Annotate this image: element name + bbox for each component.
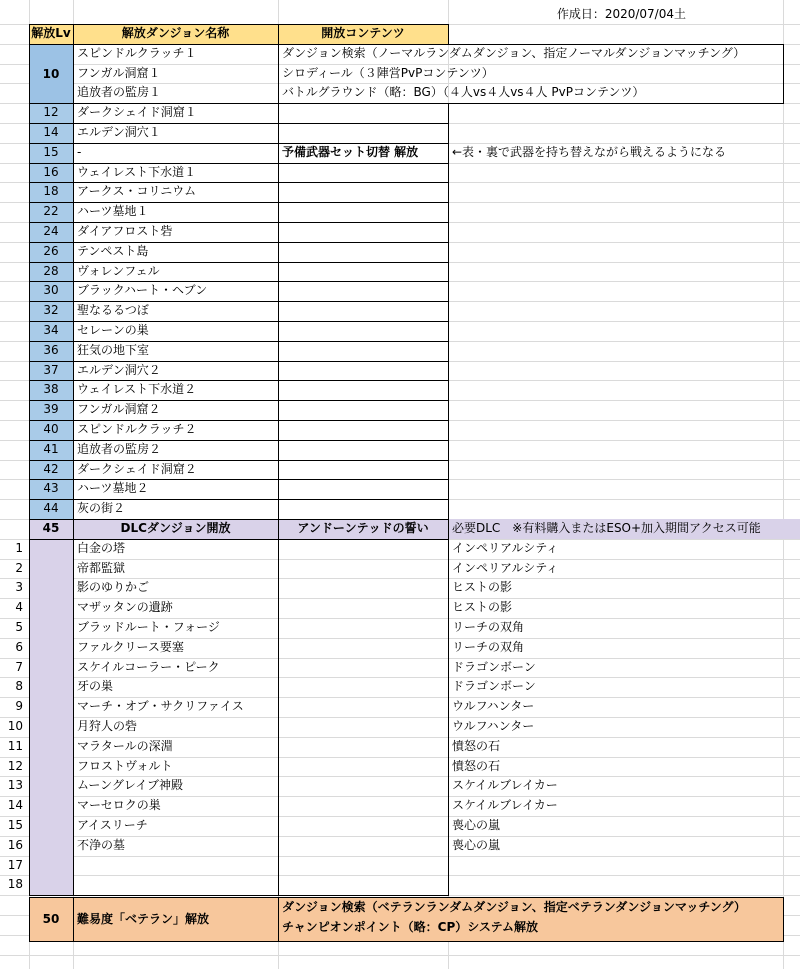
dlc-row-dungeon: マザッタンの遺跡	[77, 600, 173, 614]
content-cell-border	[278, 400, 449, 421]
dlc-row-number: 14	[7, 798, 23, 812]
lv10-content: バトルグラウンド（略：BG）（４人vs４人vs４人 PvPコンテンツ）	[282, 85, 645, 99]
table-row-dungeon: ハーツ墓地２	[77, 481, 149, 495]
dlc-row-number: 2	[15, 561, 23, 575]
dlc-row-dungeon	[77, 874, 276, 894]
dlc-row-dungeon: フロストヴォルト	[77, 759, 173, 773]
table-row-lv: 28	[43, 264, 59, 278]
table-row-lv: 41	[43, 442, 59, 456]
content-cell-border	[278, 182, 449, 203]
table-row-dungeon: ヴォレンフェル	[77, 264, 160, 278]
table-row-dungeon: スピンドルクラッチ２	[77, 422, 197, 436]
dlc-row-dungeon: アイスリーチ	[77, 818, 148, 832]
content-cell-border	[278, 499, 449, 520]
dlc-note: 必要DLC ※有料購入またはESO+加入期間アクセス可能	[452, 521, 761, 535]
table-row-dungeon: 灰の街２	[77, 501, 126, 515]
content-cell-border	[278, 460, 449, 480]
dlc-row-required: インペリアルシティ	[452, 541, 559, 555]
content-cell-border	[278, 321, 449, 342]
content-cell-border	[278, 262, 449, 282]
dlc-row-required	[452, 855, 787, 875]
dlc-row-dungeon: 影のゆりかご	[77, 580, 150, 594]
dlc-row-number: 10	[7, 719, 23, 733]
lv50-content: チャンピオンポイント（略：CP）システム解放	[282, 920, 539, 934]
table-row-dungeon: フンガル洞窟２	[77, 402, 161, 416]
content-cell-border	[278, 301, 449, 322]
table-row-lv: 32	[43, 303, 59, 317]
dlc-row-dungeon	[77, 855, 276, 875]
dlc-row-dungeon: 帝都監獄	[77, 561, 126, 575]
table-row-lv: 16	[43, 165, 59, 179]
table-row-dungeon: ハーツ墓地１	[77, 204, 149, 218]
table-row-lv: 37	[43, 363, 59, 377]
dlc-row-required: ヒストの影	[452, 600, 513, 614]
content-cell-border	[278, 242, 449, 263]
dlc-row-dungeon: ブラッドルート・フォージ	[77, 620, 220, 634]
table-row-dungeon: 狂気の地下室	[77, 343, 150, 357]
table-row-dungeon: ダークシェイド洞窟２	[77, 462, 197, 476]
dlc-row-number: 12	[7, 759, 23, 773]
created-date: 作成日：2020/07/04土	[556, 7, 686, 21]
table-row-dungeon: ブラックハート・ヘブン	[77, 283, 208, 297]
dlc-header: DLCダンジョン開放	[120, 521, 231, 535]
dlc-row-required: ドラゴンボーン	[452, 679, 536, 693]
dlc-row-required: ヒストの影	[452, 580, 513, 594]
table-row-lv: 22	[43, 204, 59, 218]
table-row-lv: 18	[43, 184, 59, 198]
dlc-row-dungeon: マーチ・オブ・サクリファイス	[77, 699, 244, 713]
content-cell-border	[278, 380, 449, 401]
dlc-row-required	[452, 874, 787, 894]
table-row-dungeon: テンペスト島	[77, 244, 149, 258]
table-row-lv: 39	[43, 402, 59, 416]
dlc-row-number: 8	[15, 679, 23, 693]
table-row-lv: 26	[43, 244, 59, 258]
dlc-row-required: スケイルブレイカー	[452, 778, 558, 792]
table-row-lv: 36	[43, 343, 59, 357]
gridline-horizontal	[0, 895, 800, 896]
lv10-dungeon-name: 追放者の監房１	[77, 85, 162, 99]
dlc-row-number: 18	[7, 877, 23, 891]
dlc-row-number: 4	[15, 600, 23, 614]
content-cell-border	[278, 202, 449, 223]
table-row-lv: 24	[43, 224, 59, 238]
table-row-lv: 12	[43, 105, 59, 119]
lv50-level: 50	[42, 912, 60, 926]
dlc-row-dungeon: マラタールの深淵	[77, 739, 173, 753]
dlc-row-number: 13	[7, 778, 23, 792]
dlc-row-number: 16	[7, 838, 23, 852]
gridline-horizontal	[0, 955, 800, 956]
table-row-lv: 15	[43, 145, 59, 159]
lv50-label: 難易度「ベテラン」解放	[77, 912, 210, 926]
table-row-dungeon: ウェイレスト下水道１	[77, 165, 197, 179]
table-row-lv: 43	[43, 481, 59, 495]
table-row-lv: 14	[43, 125, 59, 139]
dlc-row-number: 17	[7, 858, 23, 872]
lv10-dungeon-name: フンガル洞窟１	[77, 66, 161, 80]
dlc-row-required: ウルフハンター	[452, 699, 535, 713]
lv10-dungeon-name: スピンドルクラッチ１	[77, 46, 197, 60]
dlc-row-dungeon: ファルクリース要塞	[77, 640, 184, 654]
dlc-row-dungeon: スケイルコーラー・ピーク	[77, 660, 220, 674]
table-row-dungeon: 聖なるるつぼ	[77, 303, 149, 317]
dlc-row-number: 3	[15, 580, 23, 594]
gridline-vertical	[73, 0, 74, 969]
dlc-row-required: リーチの双角	[452, 640, 525, 654]
table-row-lv: 42	[43, 462, 59, 476]
lv45-level: 45	[42, 521, 60, 535]
dlc-row-dungeon: 不浄の墓	[77, 838, 126, 852]
weapon-swap-content: 予備武器セット切替 解放	[282, 145, 419, 159]
lv10-level: 10	[42, 67, 60, 81]
dlc-row-dungeon: 牙の巣	[77, 679, 114, 693]
table-row-lv: 44	[43, 501, 59, 515]
dlc-row-required: スケイルブレイカー	[452, 798, 558, 812]
table-row-dungeon: エルデン洞穴１	[77, 125, 161, 139]
table-row-dungeon: ダークシェイド洞窟１	[77, 105, 197, 119]
table-row-lv: 34	[43, 323, 59, 337]
header-dungeon: 解放ダンジョン名称	[121, 26, 230, 40]
table-row-lv: 30	[43, 283, 59, 297]
dlc-row-dungeon: 月狩人の砦	[77, 719, 138, 733]
dlc-row-number: 11	[7, 739, 23, 753]
dlc-row-dungeon: マーセロクの巣	[77, 798, 161, 812]
dlc-row-required: 憤怒の石	[452, 759, 501, 773]
table-row-dungeon: 追放者の監房２	[77, 442, 162, 456]
dlc-row-number: 15	[7, 818, 23, 832]
table-row-dungeon: アークス・コリニウム	[77, 184, 197, 198]
dlc-row-dungeon: ムーングレイブ神殿	[77, 778, 183, 792]
content-cell-border	[278, 281, 449, 302]
content-cell-border	[278, 440, 449, 461]
lv10-content: ダンジョン検索（ノーマルランダムダンジョン、指定ノーマルダンジョンマッチング）	[282, 46, 746, 60]
dlc-row-required: ドラゴンボーン	[452, 660, 536, 674]
dlc-row-number: 6	[15, 640, 23, 654]
table-row-dungeon: エルデン洞穴２	[77, 363, 161, 377]
lv10-content: シロディール（３陣営PvPコンテンツ）	[282, 66, 494, 80]
table-row-lv: 38	[43, 382, 59, 396]
dlc-row-number: 9	[15, 699, 23, 713]
dlc-row-required: インペリアルシティ	[452, 561, 559, 575]
table-row-dungeon: ウェイレスト下水道２	[77, 382, 197, 396]
content-cell-border	[278, 222, 449, 243]
lv50-content: ダンジョン検索（ベテランランダムダンジョン、指定ベテランダンジョンマッチング）	[282, 900, 746, 914]
content-cell-border	[278, 420, 449, 441]
dlc-row-dungeon: 白金の塔	[77, 541, 126, 555]
dlc-row-number: 7	[15, 660, 23, 674]
dlc-row-required: 喪心の嵐	[452, 818, 501, 832]
content-cell-border	[278, 479, 449, 500]
dlc-lv-column-fill	[29, 539, 73, 895]
header-content: 開放コンテンツ	[321, 26, 405, 40]
table-row-lv: 40	[43, 422, 59, 436]
dlc-row-required: 憤怒の石	[452, 739, 501, 753]
gridline-vertical	[278, 0, 279, 969]
undaunted-header: アンドーンテッドの誓い	[297, 521, 429, 535]
content-cell-border	[278, 103, 449, 124]
content-cell-border	[278, 163, 449, 183]
content-cell-border	[278, 361, 449, 381]
table-row-dungeon: セレーンの巣	[77, 323, 149, 337]
dlc-row-required: リーチの双角	[452, 620, 525, 634]
dlc-row-required: 喪心の嵐	[452, 838, 501, 852]
dlc-row-number: 5	[15, 620, 23, 634]
dlc-row-number: 1	[15, 541, 23, 555]
content-cell-border	[278, 341, 449, 362]
dlc-row-required: ウルフハンター	[452, 719, 535, 733]
table-row-dungeon: ダイアフロスト砦	[77, 224, 173, 238]
content-cell-border	[278, 123, 449, 144]
weapon-swap-note: ←表・裏で武器を持ち替えながら戦えるようになる	[452, 145, 727, 159]
table-row-dungeon: -	[77, 145, 82, 159]
header-lv: 解放Lv	[31, 26, 71, 40]
